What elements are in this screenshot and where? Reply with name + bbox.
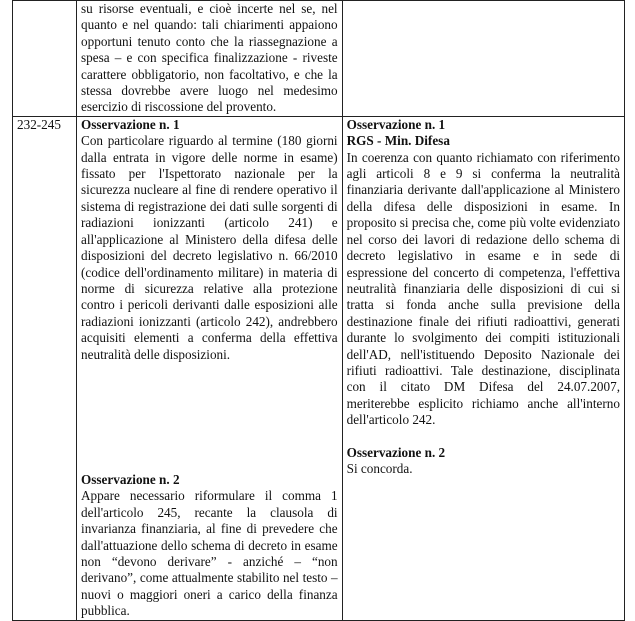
observation-2-title: Osservazione n. 2	[81, 471, 180, 487]
table-row	[13, 116, 625, 620]
table-row	[13, 1, 625, 117]
article-number-cell	[13, 1, 77, 117]
response-2-text: Si concorda.	[346, 460, 413, 476]
observation-1-title: Osservazione n. 1	[81, 116, 180, 132]
response-2-title: Osservazione n. 2	[346, 444, 446, 460]
response-1-subtitle: RGS - Min. Difesa	[346, 133, 450, 149]
response-1-title: Osservazione n. 1	[346, 116, 446, 132]
observation-2-text: Appare necessario riformulare il comma 1 dell'articolo 245, recante la clausola di invarianza finanziaria, al fine di prevedere che dall'attuazione dello schema di decreto in esame non “devono derivare” - anziché – “non derivano”, come attualmente stabilito nel testo – nuovi o maggiori oneri a carico della finanza pubblica.	[81, 488, 338, 619]
response-1-text: In coerenza con quanto richiamato con riferimento agli articoli 8 e 9 si conferma la neutralità finanziaria derivante dall'applicazione al Ministero della difesa delle disposizioni in esame. In proposito si precisa che, come più volte evidenziato nel corso dei lavori di redazione dello schema di decreto legislativo in esame e in sede di espressione del concerto di competenza, l'effettiva neutralità finanziaria delle disposizioni di cui si tratta si fonda anche sulla previsione della destinazione finale dei rifiuti radioattivi, generati durante lo svolgimento dei compiti istituzionali dell'AD, nell'istituendo Deposito Nazionale dei rifiuti radioattivi. Tale destinazione, disciplinata con il citato DM Difesa del 24.07.2007, meriterebbe esplicito richiamo anche all'interno dell'articolo 242.	[346, 149, 620, 428]
continued-paragraph: su risorse eventuali, e cioè incerte nel se, nel quanto e nel quando: tali chiarimenti appaiono opportuni tenuto conto che la riassegnazione a spesa – e con specifica finalizzazione - riveste carattere obbligatorio, non facoltativo, e che la stessa dovrebbe avere luogo nel medesimo esercizio di riscossione del provento.	[81, 1, 338, 115]
observations-table	[12, 0, 625, 621]
responses-cell	[342, 116, 624, 620]
empty-response-cell	[342, 1, 624, 117]
observations-cell	[77, 116, 343, 620]
continued-text-cell	[77, 1, 343, 117]
article-range-cell: 232-245	[13, 116, 77, 620]
observation-1-text: Con particolare riguardo al termine (180 giorni dalla entrata in vigore delle norme in esame) fissato per l'Ispettorato nazionale per la sicurezza nucleare al fine di rendere operativo il sistema di registrazione dei dati sulle sorgenti di radiazioni ionizzanti (articolo 241) e all'applicazione al Ministero della difesa delle disposizioni del decreto legislativo n. 66/2010 (codice dell'ordinamento militare) in materia di norme di sicurezza relative alla protezione contro i pericoli derivanti dalle esposizioni alle radiazioni ionizzanti (articolo 242), andrebbero acquisiti elementi a conferma della effettiva neutralità delle disposizioni.	[81, 133, 338, 362]
